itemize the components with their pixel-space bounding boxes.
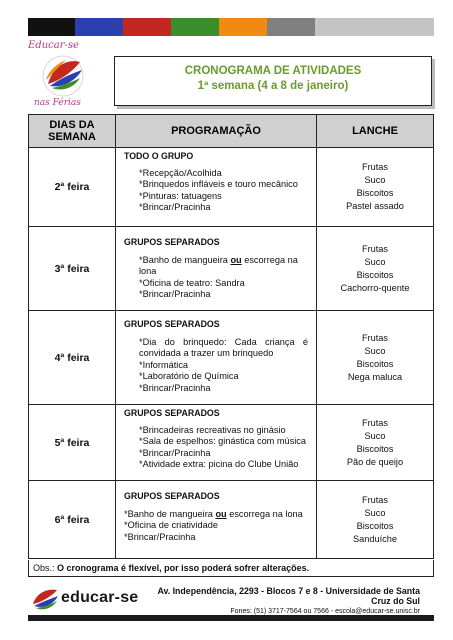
lunch-item: Suco — [364, 507, 386, 518]
obs-text: O cronograma é flexível, por isso poderá sofrer alterações. — [57, 563, 310, 573]
educar-se-ferias-logo — [22, 40, 104, 112]
day-cell: 5ª feira — [29, 405, 116, 481]
group-label: GRUPOS SEPARADOS — [124, 319, 220, 329]
lunch-item: Pão de queijo — [346, 456, 404, 467]
footer-rule — [28, 615, 434, 621]
table-row — [29, 227, 434, 311]
footer-brand-name: educar-se — [61, 589, 139, 606]
activity-item: *Brincar/Pracinha — [124, 531, 196, 542]
table-row — [29, 148, 434, 227]
lunch-item: Frutas — [361, 332, 389, 343]
activity-item: *Dia do brinquedo: Cada criança é convidada a trazer um brinquedo — [139, 336, 308, 358]
table-header-row — [29, 115, 434, 148]
color-bar-segment — [75, 18, 123, 36]
lunch-item: Frutas — [361, 162, 389, 172]
color-bar-segment — [28, 18, 75, 36]
activity-item: *Brincar/Pracinha — [139, 289, 211, 299]
footer-brand-logo — [30, 584, 150, 612]
lunch-cell — [317, 148, 434, 227]
activity-item: *Sala de espelhos: ginástica com música — [139, 436, 306, 446]
header-lunch: LANCHE — [317, 115, 434, 148]
title-line1: CRONOGRAMA DE ATIVIDADES — [184, 65, 362, 77]
lunch-cell — [317, 481, 434, 559]
lunch-item: Frutas — [361, 417, 389, 428]
lunch-item: Frutas — [361, 494, 389, 505]
group-label: GRUPOS SEPARADOS — [124, 408, 220, 418]
observation-note — [28, 560, 434, 577]
logo-top-text: Educar-se — [28, 40, 79, 51]
lunch-item: Biscoitos — [356, 269, 394, 280]
color-bar-segment — [315, 18, 434, 36]
day-cell: 6ª feira — [29, 481, 116, 559]
day-cell: 2ª feira — [29, 148, 116, 227]
lunch-item: Pastel assado — [346, 201, 404, 211]
activity-item: *Brincar/Pracinha — [139, 382, 211, 393]
table-row — [29, 311, 434, 405]
lunch-cell — [317, 405, 434, 481]
lunch-cell — [317, 227, 434, 311]
lunch-item: Suco — [364, 345, 386, 356]
title-box — [114, 56, 432, 106]
day-cell: 4ª feira — [29, 311, 116, 405]
lunch-item: Nega maluca — [347, 371, 403, 382]
activity-item: *Brincar/Pracinha — [139, 447, 211, 458]
color-bar — [28, 18, 434, 36]
activity-item: *Oficina de criatividade — [124, 520, 218, 530]
lunch-item: Biscoitos — [356, 443, 394, 454]
lunch-item: Suco — [364, 256, 386, 267]
table-row — [29, 405, 434, 481]
lunch-item: Biscoitos — [356, 358, 394, 369]
activity-item: *Atividade extra: picina do Clube União — [139, 459, 299, 469]
obs-label: Obs.: — [33, 563, 55, 573]
group-label: GRUPOS SEPARADOS — [124, 237, 220, 247]
lunch-cell — [317, 311, 434, 405]
color-bar-segment — [267, 18, 315, 36]
footer-address: Av. Independência, 2293 - Blocos 7 e 8 - Universidade de Santa Cruz do Sul — [157, 586, 420, 606]
program-cell — [116, 148, 317, 227]
table-row — [29, 481, 434, 559]
lunch-item: Suco — [364, 430, 386, 441]
activity-item: *Oficina de teatro: Sandra — [139, 277, 245, 288]
schedule-table — [28, 114, 434, 559]
program-cell — [116, 227, 317, 311]
brand-mark-icon — [30, 584, 60, 612]
color-bar-segment — [171, 18, 219, 36]
lunch-item: Biscoitos — [356, 188, 394, 198]
activity-item: *Banho de mangueira ou escorrega na lona — [139, 254, 298, 276]
footer-contact: Fones: (51) 3717-7564 ou 7566 - escola@educar-se.unisc.br — [230, 608, 420, 615]
activity-item: *Informática — [139, 359, 189, 370]
header-program: PROGRAMAÇÃO — [116, 115, 317, 148]
group-label: TODO O GRUPO — [124, 151, 194, 161]
group-label: GRUPOS SEPARADOS — [124, 491, 220, 501]
logo-bottom-text: nas Férias — [34, 98, 81, 108]
lunch-item: Suco — [364, 175, 386, 185]
color-bar-segment — [123, 18, 171, 36]
program-cell — [116, 481, 317, 559]
activity-item: *Brinquedos infláveis e touro mecânico — [139, 179, 298, 189]
activity-item: *Banho de mangueira ou escorrega na lona — [124, 508, 303, 519]
lunch-item: Biscoitos — [356, 520, 394, 531]
footer-address-block — [150, 586, 420, 615]
day-cell: 3ª feira — [29, 227, 116, 311]
activity-item: *Laboratório de Química — [139, 371, 239, 381]
color-bar-segment — [219, 18, 267, 36]
activity-item: *Brincadeiras recreativas no ginásio — [139, 424, 286, 435]
lunch-item: Frutas — [361, 243, 389, 254]
lunch-item: Sanduíche — [353, 533, 397, 544]
title-line2: 1ª semana (4 a 8 de janeiro) — [197, 80, 349, 92]
program-cell — [116, 311, 317, 405]
lunch-item: Cachorro-quente — [340, 282, 410, 293]
activity-item: *Recepção/Acolhida — [139, 167, 222, 178]
program-cell — [116, 405, 317, 481]
activity-item: *Pinturas: tatuagens — [139, 190, 222, 201]
activity-item: *Brincar/Pracinha — [139, 202, 211, 212]
header-days: DIAS DA SEMANA — [29, 115, 116, 148]
